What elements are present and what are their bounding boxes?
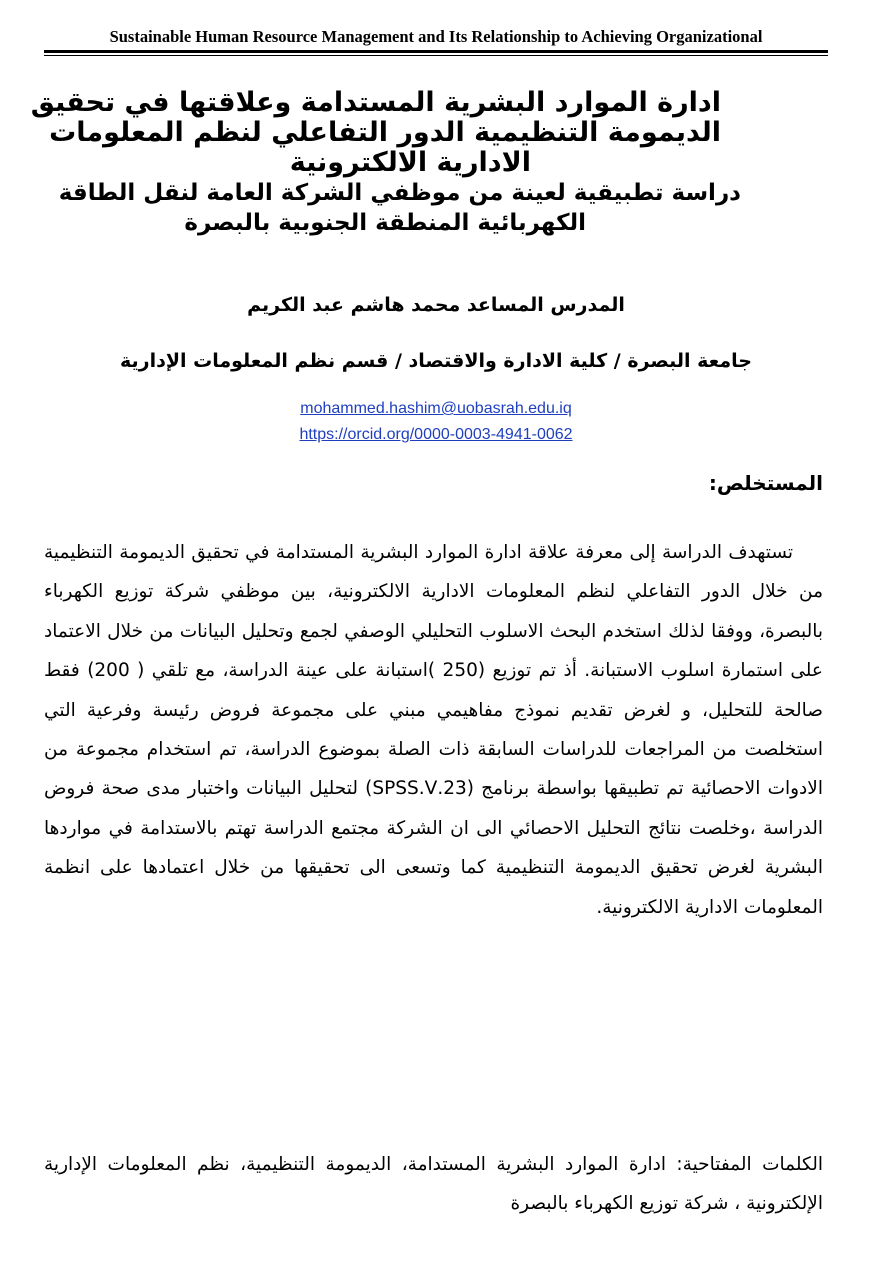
header-rule-thick xyxy=(44,50,828,53)
keywords: الكلمات المفتاحية: ادارة الموارد البشرية المستدامة، الديمومة التنظيمية، نظم المعلومات الإدارية الإلكترونية ، شركة توزيع الكهرباء بالبصرة xyxy=(44,1154,823,1214)
title-line-1: ادارة الموارد البشرية المستدامة وعلاقتها في تحقيق xyxy=(30,87,721,118)
title-line-2: الديمومة التنظيمية الدور التفاعلي لنظم المعلومات xyxy=(49,117,721,148)
title-line-3: الادارية الالكترونية xyxy=(289,147,531,178)
contact-links xyxy=(44,396,828,448)
subtitle-line-2: الكهربائية المنطقة الجنوبية بالبصرة xyxy=(184,210,586,236)
header-rule-thin xyxy=(44,55,828,56)
title-block xyxy=(30,87,741,238)
email-link[interactable]: mohammed.hashim@uobasrah.edu.iq xyxy=(300,400,572,417)
running-header: Sustainable Human Resource Management and Its Relationship to Achieving Organizational xyxy=(109,27,763,46)
author-affiliation: جامعة البصرة / كلية الادارة والاقتصاد / قسم نظم المعلومات الإدارية xyxy=(120,350,752,372)
abstract-body: تستهدف الدراسة إلى معرفة علاقة ادارة الموارد البشرية المستدامة في تحقيق الديمومة التنظيمية من خلال الدور التفاعلي لنظم المعلومات الادارية الالكترونية، بين موظفي شركة توزيع الكهرباء بالبصرة، ووفقا لذلك استخدم البحث الاسلوب التحليلي الوصفي لجمع وتحليل البيانات من خلال الاعتماد على استمارة اسلوب الاستبانة. أذ تم توزيع (250 )استبانة على عينة الدراسة، مع تلقي ( 200) فقط صالحة للتحليل، و لغرض تقديم نموذج مفاهيمي مبني على مجموعة فروض رئيسة وفرعية التي استخلصت من المراجعات للدراسات السابقة ذات الصلة بموضوع الدراسة، تم استخدام مجموعة من الادوات الاحصائية تم تطبيقها بواسطة برنامج (23.SPSS.V) لتحليل البيانات واختبار مدى صحة فروض الدراسة ،وخلصت نتائج التحليل الاحصائي الى ان الشركة مجتمع الدراسة تهتم بالاستدامة في مواردها البشرية لغرض تحقيق الديمومة التنظيمية كما وتسعى الى تحقيقها من خلال اعتمادها على انظمة المعلومات الادارية الالكترونية. xyxy=(44,542,823,918)
orcid-link[interactable]: https://orcid.org/0000-0003-4941-0062 xyxy=(299,426,573,443)
subtitle-line-1: دراسة تطبيقية لعينة من موظفي الشركة العامة لنقل الطاقة xyxy=(58,180,741,206)
author-name: المدرس المساعد محمد هاشم عبد الكريم xyxy=(247,294,625,316)
abstract-heading: المستخلص: xyxy=(708,471,823,495)
